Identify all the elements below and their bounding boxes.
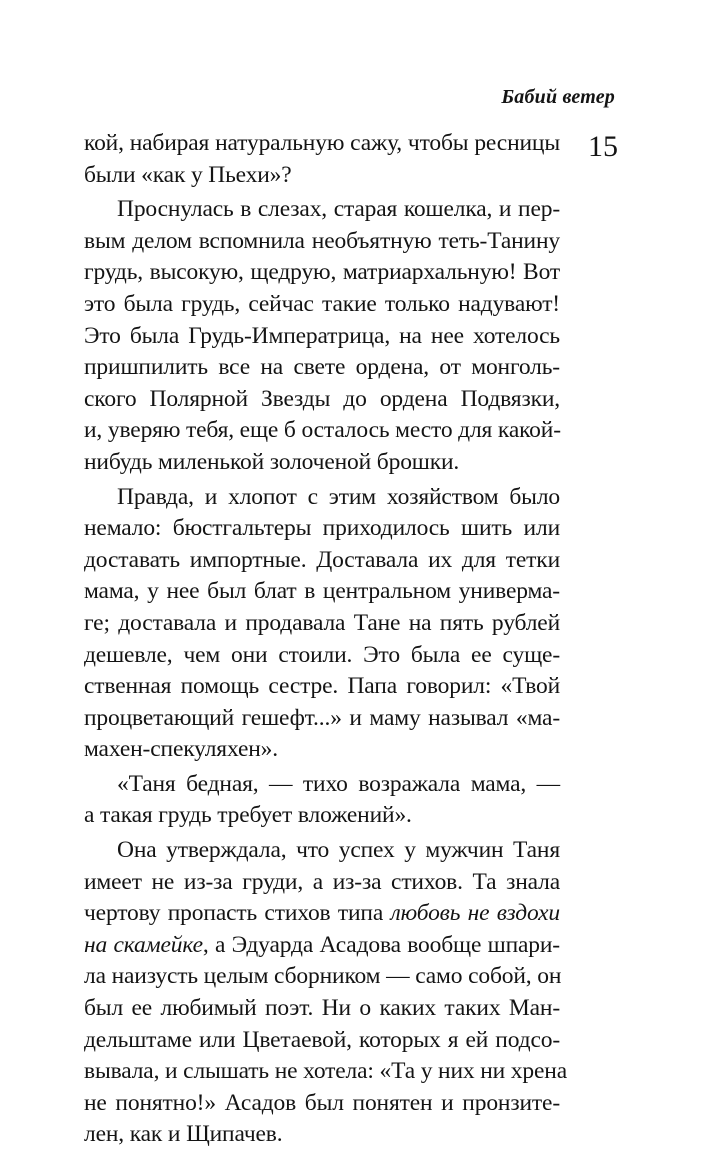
text-line: Правда, и хлопот с этим хозяйством было — [117, 483, 560, 510]
text-line: был ее любимый поэт. Ни о каких таких Ман- — [84, 995, 560, 1022]
text-line: Она утверждала, что успех у мужчин Таня — [117, 837, 560, 864]
text-line: вым делом вспомнила необъятную теть-Танину — [84, 227, 560, 254]
text-line-with-italic — [84, 930, 560, 962]
text-line: пришпилить все на свете ордена, от монголь- — [84, 354, 560, 381]
paragraph-4 — [84, 769, 560, 832]
paragraph-1 — [84, 128, 560, 191]
text-line: ственная помощь сестре. Папа говорил: «Твой — [84, 673, 560, 700]
text-line: не понятно!» Асадов был понятен и пронзите- — [84, 1089, 560, 1116]
text-line: «Таня бедная, — тихо возражала мама, — — [117, 770, 560, 797]
text-line: мама, у нее был блат в центральном универма- — [84, 578, 560, 605]
text-line: а такая грудь требует вложений». — [84, 802, 412, 829]
paragraph-3 — [84, 482, 560, 766]
text-line: доставать импортные. Доставала их для тетки — [84, 546, 560, 573]
text-line: процветающий гешефт...» и маму называл «ма- — [84, 704, 560, 731]
text-line: это была грудь, сейчас такие только надувают! — [84, 290, 560, 317]
text-fragment: , а Эдуарда Асадова вообще шпари- — [202, 931, 560, 958]
text-line: вывала, и слышать не хотела: «Та у них ни хрена — [84, 1058, 567, 1085]
text-line: немало: бюстгальтеры приходилось шить или — [84, 515, 560, 542]
paragraph-5 — [84, 835, 567, 1151]
italic-quote: на скамейке — [84, 931, 203, 958]
text-line: и, уверяю тебя, еще б осталось место для какой- — [84, 417, 561, 444]
text-line: махен-спекуляхен». — [84, 736, 279, 763]
text-fragment: чертову пропасть стихов типа — [84, 900, 391, 927]
text-line: ла наизусть целым сборником — само собой, он — [84, 963, 562, 990]
text-line: Проснулась в слезах, старая кошелка, и пер- — [117, 196, 560, 223]
body-text — [84, 128, 567, 1151]
text-line: имеет не из-за груди, а из-за стихов. Та знала — [84, 868, 560, 895]
text-line-with-italic — [84, 898, 560, 930]
text-line: ского Полярной Звезды до ордена Подвязки, — [84, 385, 560, 412]
italic-quote: любовь не вздохи — [390, 900, 560, 927]
text-line: были «как у Пьехи»? — [84, 161, 292, 188]
text-line: грудь, высокую, щедрую, матриархальную! Вот — [84, 259, 560, 286]
text-line: дельштаме или Цветаевой, которых я ей подсо- — [84, 1026, 560, 1053]
text-line: лен, как и Щипачев. — [84, 1121, 283, 1148]
text-line: дешевле, чем они стоили. Это была ее суще- — [84, 641, 560, 668]
text-line: нибудь миленькой золоченой брошки. — [84, 448, 460, 475]
page-number: 15 — [588, 130, 618, 163]
text-line: кой, набирая натуральную сажу, чтобы ресницы — [84, 130, 560, 156]
paragraph-2 — [84, 194, 560, 478]
text-line: ге; доставала и продавала Тане на пять рублей — [84, 609, 560, 636]
running-title: Бабий ветер — [501, 86, 615, 108]
text-line: Это была Грудь-Императрица, на нее хотелось — [84, 322, 560, 349]
